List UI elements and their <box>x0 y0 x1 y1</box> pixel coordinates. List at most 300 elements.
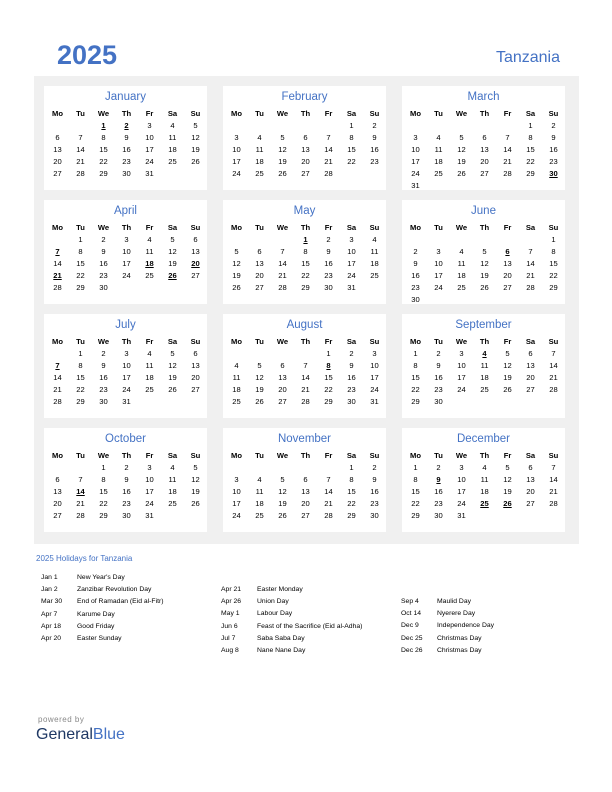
weekday-header: Th <box>300 450 311 460</box>
day-cell: 20 <box>301 498 310 508</box>
day-cell: 1 <box>413 462 418 472</box>
day-cell: 14 <box>324 144 333 154</box>
day-cell: 6 <box>528 462 533 472</box>
weekday-header: We <box>455 108 468 118</box>
day-cell: 20 <box>191 372 200 382</box>
day-cell: 10 <box>122 360 131 370</box>
day-cell: 24 <box>122 384 131 394</box>
day-cell <box>271 119 294 131</box>
month-name: July <box>115 319 136 331</box>
day-cell: 4 <box>147 234 152 244</box>
day-cell: 14 <box>278 258 287 268</box>
country-title: Tanzania <box>495 49 560 66</box>
weekday-header: Su <box>548 222 559 232</box>
day-cell: 18 <box>480 486 489 496</box>
day-cell: 1 <box>413 348 418 358</box>
day-cell: 24 <box>122 270 131 280</box>
day-cell <box>294 461 317 473</box>
day-cell: 16 <box>434 372 443 382</box>
holiday-date: Apr 26 <box>221 598 242 606</box>
day-cell: 21 <box>549 486 558 496</box>
day-cell: 6 <box>257 246 262 256</box>
day-cell: 28 <box>301 396 310 406</box>
weekday-header: Sa <box>346 450 357 460</box>
day-cell: 1 <box>528 120 533 130</box>
day-cell: 1 <box>551 234 556 244</box>
day-cell: 3 <box>372 348 377 358</box>
day-cell: 29 <box>301 282 310 292</box>
day-cell: 15 <box>324 372 333 382</box>
day-cell <box>115 281 138 293</box>
month-august <box>223 314 386 418</box>
day-cell <box>161 167 184 179</box>
day-cell: 12 <box>278 144 287 154</box>
day-cell: 23 <box>99 270 108 280</box>
day-cell: 27 <box>301 168 310 178</box>
day-cell <box>69 119 92 131</box>
day-cell: 14 <box>526 258 535 268</box>
day-cell: 24 <box>347 270 356 280</box>
day-cell: 23 <box>370 156 379 166</box>
day-cell: 21 <box>526 270 535 280</box>
day-cell: 7 <box>78 132 83 142</box>
day-cell: 21 <box>324 156 333 166</box>
day-cell: 13 <box>301 144 310 154</box>
day-cell: 14 <box>76 144 85 154</box>
day-cell: 18 <box>255 498 264 508</box>
day-cell: 27 <box>191 384 200 394</box>
month-february <box>223 86 386 190</box>
day-cell: 22 <box>526 156 535 166</box>
day-cell: 8 <box>78 360 83 370</box>
day-cell: 3 <box>234 132 239 142</box>
day-cell: 19 <box>191 486 200 496</box>
day-cell: 30 <box>99 396 108 406</box>
month-table <box>404 221 565 305</box>
day-cell: 14 <box>503 144 512 154</box>
day-cell: 21 <box>53 384 62 394</box>
day-cell: 16 <box>549 144 558 154</box>
brand-logo[interactable] <box>36 726 125 744</box>
day-cell: 23 <box>434 498 443 508</box>
day-cell <box>161 509 184 521</box>
day-cell: 15 <box>99 144 108 154</box>
month-table <box>225 449 386 521</box>
month-name: June <box>471 205 496 217</box>
day-cell: 20 <box>480 156 489 166</box>
month-october <box>44 428 207 532</box>
weekday-header: We <box>276 336 289 346</box>
day-cell: 22 <box>411 498 420 508</box>
day-cell: 12 <box>232 258 241 268</box>
holiday-row <box>401 647 494 659</box>
day-cell: 20 <box>278 384 287 394</box>
day-cell: 25 <box>480 498 489 508</box>
day-cell: 8 <box>528 132 533 142</box>
day-cell: 11 <box>168 132 177 142</box>
day-cell: 1 <box>78 234 83 244</box>
day-cell: 27 <box>191 270 200 280</box>
day-cell <box>317 461 340 473</box>
day-cell: 31 <box>347 282 356 292</box>
day-cell <box>542 509 565 521</box>
day-cell: 24 <box>370 384 379 394</box>
weekday-header: Mo <box>410 336 421 346</box>
day-cell: 25 <box>370 270 379 280</box>
day-cell: 21 <box>76 156 85 166</box>
month-table <box>46 221 207 293</box>
holiday-row <box>221 635 362 647</box>
day-cell: 16 <box>324 258 333 268</box>
month-table <box>404 449 565 521</box>
day-cell: 21 <box>324 498 333 508</box>
day-cell: 1 <box>303 234 308 244</box>
day-cell <box>138 395 161 407</box>
weekday-header: Th <box>479 108 490 118</box>
weekday-header: Fr <box>503 336 512 346</box>
weekday-header: Sa <box>525 222 536 232</box>
day-cell: 15 <box>411 486 420 496</box>
day-cell: 14 <box>53 372 62 382</box>
day-cell: 12 <box>457 144 466 154</box>
day-cell <box>46 347 69 359</box>
day-cell: 26 <box>480 282 489 292</box>
month-name: May <box>293 205 316 217</box>
holiday-row <box>41 574 164 586</box>
weekday-header: We <box>455 222 468 232</box>
day-cell: 29 <box>76 282 85 292</box>
day-cell: 8 <box>303 246 308 256</box>
day-cell: 23 <box>324 270 333 280</box>
weekday-header: Fr <box>503 222 512 232</box>
day-cell <box>46 461 69 473</box>
holiday-name: Labour Day <box>257 610 293 618</box>
day-cell: 24 <box>232 168 241 178</box>
day-cell: 10 <box>411 144 420 154</box>
month-table <box>225 221 386 293</box>
day-cell: 12 <box>503 360 512 370</box>
day-cell: 18 <box>168 486 177 496</box>
day-cell: 4 <box>257 132 262 142</box>
day-cell: 14 <box>76 486 85 496</box>
weekday-header: Tu <box>255 336 264 346</box>
day-cell: 19 <box>168 258 177 268</box>
holiday-date: Dec 26 <box>401 646 423 654</box>
weekday-header: We <box>276 222 289 232</box>
month-table <box>225 107 386 179</box>
day-cell: 28 <box>53 282 62 292</box>
month-name: April <box>113 205 137 217</box>
day-cell: 2 <box>372 120 377 130</box>
day-cell: 22 <box>76 270 85 280</box>
day-cell: 19 <box>278 498 287 508</box>
day-cell <box>473 509 496 521</box>
day-cell: 18 <box>480 372 489 382</box>
day-cell: 9 <box>124 474 129 484</box>
day-cell <box>271 233 294 245</box>
day-cell: 26 <box>278 510 287 520</box>
day-cell: 6 <box>482 132 487 142</box>
day-cell: 5 <box>257 360 262 370</box>
day-cell: 2 <box>101 234 106 244</box>
weekday-header: Su <box>190 336 201 346</box>
weekday-header: Tu <box>76 108 85 118</box>
day-cell: 26 <box>503 384 512 394</box>
day-cell: 14 <box>324 486 333 496</box>
day-cell <box>450 395 473 407</box>
day-cell: 2 <box>436 462 441 472</box>
day-cell: 20 <box>526 486 535 496</box>
day-cell: 27 <box>53 510 62 520</box>
day-cell <box>427 119 450 131</box>
day-cell: 10 <box>347 246 356 256</box>
day-cell: 21 <box>503 156 512 166</box>
day-cell: 11 <box>457 258 466 268</box>
day-cell <box>184 395 207 407</box>
day-cell: 18 <box>370 258 379 268</box>
weekday-header: Fr <box>503 450 512 460</box>
day-cell: 28 <box>53 396 62 406</box>
month-table <box>404 335 565 407</box>
month-name: February <box>281 91 328 103</box>
day-cell <box>496 119 519 131</box>
day-cell: 27 <box>503 282 512 292</box>
weekday-header: Th <box>121 222 132 232</box>
day-cell: 12 <box>278 486 287 496</box>
holiday-name: Good Friday <box>77 622 115 630</box>
holiday-date: Apr 7 <box>41 610 58 618</box>
day-cell: 15 <box>76 258 85 268</box>
day-cell: 17 <box>434 270 443 280</box>
day-cell: 10 <box>434 258 443 268</box>
holiday-row <box>401 622 494 634</box>
weekday-header: We <box>97 336 110 346</box>
day-cell <box>248 119 271 131</box>
day-cell: 13 <box>526 360 535 370</box>
weekday-header: Su <box>548 108 559 118</box>
weekday-header: Tu <box>434 222 443 232</box>
day-cell: 22 <box>76 384 85 394</box>
day-cell: 23 <box>370 498 379 508</box>
day-cell: 15 <box>76 372 85 382</box>
day-cell: 19 <box>255 384 264 394</box>
holiday-row <box>221 610 362 622</box>
day-cell: 25 <box>457 282 466 292</box>
day-cell: 10 <box>457 474 466 484</box>
day-cell: 10 <box>145 474 154 484</box>
day-cell: 7 <box>505 132 510 142</box>
day-cell: 17 <box>122 372 131 382</box>
day-cell <box>542 293 565 305</box>
weekday-header: Mo <box>52 222 63 232</box>
weekday-header: Sa <box>525 336 536 346</box>
day-cell <box>294 347 317 359</box>
day-cell <box>427 233 450 245</box>
day-cell: 11 <box>370 246 379 256</box>
day-cell: 18 <box>145 372 154 382</box>
day-cell: 6 <box>505 246 510 256</box>
month-name: November <box>277 433 332 445</box>
day-cell: 28 <box>324 168 333 178</box>
holiday-name: Easter Sunday <box>77 634 122 642</box>
day-cell: 25 <box>145 270 154 280</box>
day-cell: 3 <box>349 234 354 244</box>
day-cell: 22 <box>99 498 108 508</box>
day-cell: 9 <box>101 246 106 256</box>
day-cell: 2 <box>101 348 106 358</box>
day-cell: 27 <box>480 168 489 178</box>
weekday-header: Su <box>369 108 380 118</box>
day-cell <box>184 509 207 521</box>
day-cell <box>519 509 542 521</box>
day-cell <box>363 281 386 293</box>
weekday-header: We <box>276 108 289 118</box>
day-cell: 5 <box>170 348 175 358</box>
day-cell: 29 <box>549 282 558 292</box>
day-cell: 2 <box>436 348 441 358</box>
day-cell: 23 <box>122 156 131 166</box>
holiday-row <box>221 623 362 635</box>
weekday-header: Tu <box>434 108 443 118</box>
weekday-header: Th <box>300 222 311 232</box>
day-cell: 6 <box>303 132 308 142</box>
day-cell: 1 <box>101 462 106 472</box>
weekday-header: Sa <box>167 450 178 460</box>
day-cell: 3 <box>147 120 152 130</box>
day-cell: 10 <box>122 246 131 256</box>
month-march <box>402 86 565 190</box>
holiday-date: Sep 4 <box>401 598 419 605</box>
day-cell: 31 <box>457 510 466 520</box>
weekday-header: Fr <box>324 450 333 460</box>
weekday-header: Su <box>369 336 380 346</box>
month-january <box>44 86 207 190</box>
day-cell <box>161 395 184 407</box>
day-cell: 6 <box>55 474 60 484</box>
day-cell: 15 <box>411 372 420 382</box>
day-cell: 11 <box>145 246 154 256</box>
day-cell: 27 <box>301 510 310 520</box>
day-cell: 20 <box>301 156 310 166</box>
day-cell: 11 <box>232 372 241 382</box>
day-cell <box>542 179 565 191</box>
day-cell: 17 <box>411 156 420 166</box>
holiday-name: Christmas Day <box>437 634 482 642</box>
day-cell: 24 <box>457 498 466 508</box>
month-december <box>402 428 565 532</box>
day-cell: 17 <box>232 498 241 508</box>
day-cell: 15 <box>549 258 558 268</box>
day-cell: 17 <box>370 372 379 382</box>
weekday-header: Sa <box>167 336 178 346</box>
day-cell: 1 <box>78 348 83 358</box>
day-cell <box>225 461 248 473</box>
weekday-header: Tu <box>255 450 264 460</box>
day-cell: 17 <box>145 486 154 496</box>
day-cell: 19 <box>278 156 287 166</box>
day-cell: 5 <box>193 462 198 472</box>
month-table <box>404 107 565 191</box>
day-cell: 22 <box>411 384 420 394</box>
day-cell: 30 <box>324 282 333 292</box>
day-cell: 6 <box>193 348 198 358</box>
day-cell <box>450 293 473 305</box>
day-cell: 25 <box>232 396 241 406</box>
day-cell: 13 <box>53 486 62 496</box>
day-cell: 2 <box>124 462 129 472</box>
day-cell: 5 <box>234 246 239 256</box>
day-cell: 22 <box>324 384 333 394</box>
powered-by-label: powered by <box>38 715 85 724</box>
weekday-header: We <box>276 450 289 460</box>
day-cell <box>473 179 496 191</box>
weekday-header: Mo <box>231 222 242 232</box>
holiday-date: Dec 9 <box>401 622 419 630</box>
holiday-row <box>41 598 164 610</box>
day-cell <box>427 293 450 305</box>
day-cell: 11 <box>480 360 489 370</box>
weekday-header: Th <box>121 336 132 346</box>
day-cell: 3 <box>124 348 129 358</box>
day-cell: 4 <box>257 474 262 484</box>
day-cell: 9 <box>124 132 129 142</box>
holiday-row <box>221 647 362 659</box>
day-cell: 20 <box>526 372 535 382</box>
day-cell: 9 <box>551 132 556 142</box>
day-cell: 28 <box>76 510 85 520</box>
day-cell: 30 <box>370 510 379 520</box>
day-cell: 8 <box>551 246 556 256</box>
day-cell: 12 <box>168 246 177 256</box>
day-cell: 7 <box>280 246 285 256</box>
day-cell: 4 <box>170 462 175 472</box>
day-cell: 9 <box>326 246 331 256</box>
holiday-date: May 1 <box>221 610 240 618</box>
day-cell: 20 <box>255 270 264 280</box>
day-cell: 12 <box>503 474 512 484</box>
month-name: August <box>286 319 323 331</box>
day-cell <box>496 179 519 191</box>
holiday-date: Dec 25 <box>401 634 423 642</box>
holiday-name: End of Ramadan (Eid al-Fitr) <box>77 598 164 606</box>
day-cell: 19 <box>503 372 512 382</box>
holiday-name: Easter Monday <box>257 586 303 593</box>
day-cell: 28 <box>526 282 535 292</box>
holiday-date: Jul 7 <box>221 634 236 642</box>
day-cell: 5 <box>459 132 464 142</box>
holiday-name: Zanzibar Revolution Day <box>77 586 152 594</box>
holiday-name: Maulid Day <box>437 598 471 605</box>
day-cell: 13 <box>301 486 310 496</box>
weekday-header: Mo <box>410 222 421 232</box>
weekday-header: Th <box>300 108 311 118</box>
day-cell: 18 <box>457 270 466 280</box>
day-cell: 2 <box>326 234 331 244</box>
day-cell: 26 <box>168 270 177 280</box>
day-cell: 13 <box>191 246 200 256</box>
day-cell <box>225 233 248 245</box>
day-cell: 15 <box>526 144 535 154</box>
day-cell: 13 <box>480 144 489 154</box>
day-cell <box>427 179 450 191</box>
day-cell: 27 <box>526 498 535 508</box>
day-cell: 14 <box>53 258 62 268</box>
day-cell: 17 <box>457 486 466 496</box>
day-cell: 20 <box>503 270 512 280</box>
day-cell: 7 <box>55 360 60 370</box>
weekday-header: Mo <box>52 108 63 118</box>
day-cell: 15 <box>347 144 356 154</box>
